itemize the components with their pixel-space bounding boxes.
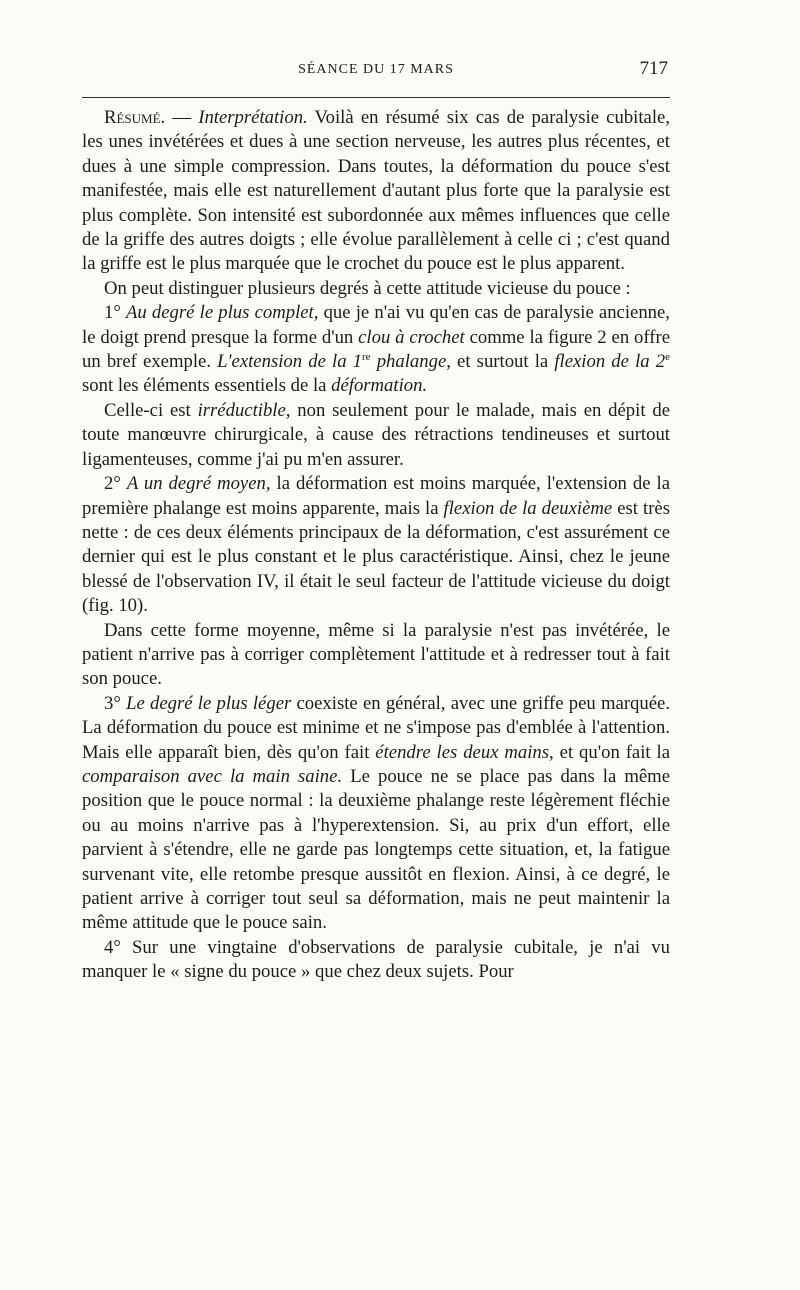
paragraph [82, 301, 670, 399]
paragraph [82, 619, 670, 692]
paragraph [82, 936, 670, 985]
text-segment: e [665, 350, 670, 363]
text-segment: comme la figure 2 en offre un bref exemple. [82, 326, 670, 373]
text-segment: déformation. [331, 375, 428, 397]
text-segment: Le degré le plus léger [126, 692, 292, 714]
text-segment: A un degré moyen, [126, 473, 271, 495]
text-segment: irréductible, [197, 399, 291, 421]
text-segment: que je n'ai vu qu'en cas de paralysie ancienne, le doigt prend presque la forme d'un [82, 302, 670, 348]
text-segment: étendre les deux mains, [375, 741, 554, 763]
paragraph [82, 692, 670, 936]
paragraph [82, 277, 670, 301]
page-number: 717 [639, 58, 668, 79]
text-segment: Celle-ci est [104, 399, 198, 421]
page-header [82, 58, 670, 88]
body-text [82, 106, 670, 985]
text-segment: flexion de la deuxième [443, 497, 613, 519]
text-segment: comparaison avec la main saine. [82, 765, 343, 787]
paragraph [82, 472, 670, 618]
text-segment: 2° [104, 473, 127, 495]
text-segment: — [165, 107, 199, 128]
text-segment: Au degré le plus complet, [125, 302, 319, 324]
text-segment: re [362, 350, 371, 363]
text-segment: la déformation est moins marquée, l'extension de la première phalange est moins apparente, mais la [82, 473, 670, 519]
header-rule [82, 97, 670, 98]
text-segment: Interprétation. [198, 107, 308, 128]
text-segment: Dans cette forme moyenne, même si la paralysie n'est pas invétérée, le patient n'arrive pas à corriger complètement l'attitude et à redresser tout à fait son pouce. [82, 619, 670, 690]
text-segment: Voilà en résumé six cas de paralysie cubitale, les unes invétérées et dues à une section nerveuse, les autres plus récentes, et dues à une simple compression. Dans toutes, la déformation du pouce s'est manifestée, mais elle est naturellement d'autant plus forte que la paralysie est plus complète. Son intensité est subordonnée aux mêmes influences que celle de la griffe des autres doigts ; elle évolue parallèlement à celle ci ; c'est quand la griffe est le plus marquée que le crochet du pouce est le plus apparent. [82, 107, 670, 275]
text-segment: flexion de la 2 [554, 351, 666, 373]
text-segment: phalange, [370, 351, 451, 373]
text-segment: 4° Sur une vingtaine d'observations de paralysie cubitale, je n'ai vu manquer le « signe du pouce » que chez deux sujets. Pour [82, 936, 670, 983]
running-title: SÉANCE DU 17 MARS [298, 62, 454, 77]
text-segment: 3° [104, 692, 127, 714]
text-segment: On peut distinguer plusieurs degrés à cette attitude vicieuse du pouce : [104, 277, 631, 299]
text-segment: est très nette : de ces deux éléments principaux de la déformation, c'est assurément ce dernier qui est le plus constant et le plus caractéristique. Ainsi, chez le jeune blessé de l'observation IV, il était le seul facteur de l'attitude vicieuse du doigt (fig. 10). [82, 497, 670, 617]
paragraph [82, 106, 670, 277]
text-segment: et surtout la [450, 351, 555, 373]
text-segment: Résumé. [104, 107, 166, 128]
text-segment: 1° [104, 302, 126, 324]
paragraph [82, 399, 670, 472]
text-segment: coexiste en général, avec une griffe peu marquée. La déformation du pouce est minime et ne s'impose pas d'emblée à l'attention. Mais elle apparaît bien, dès qu'on fait [82, 692, 670, 763]
text-segment: et qu'on fait la [553, 741, 670, 763]
text-segment: L'extension de la 1 [217, 351, 363, 373]
text-segment: non seulement pour le malade, mais en dépit de toute manœuvre chirurgicale, à cause des rétractions tendineuses et surtout ligamenteuses, comme j'ai pu m'en assurer. [82, 399, 670, 470]
text-segment: Le pouce ne se place pas dans la même position que le pouce normal : la deuxième phalange reste légèrement fléchie ou au moins n'arrive pas à l'hyperextension. Si, au prix d'un effort, elle parvient à s'étendre, elle ne garde pas longtemps cette situation, et, la fatigue survenant vite, elle retombe presque aussitôt en flexion. Ainsi, à ce degré, le patient arrive à corriger tout seul sa déformation, mais ne peut maintenir la même attitude que le pouce sain. [82, 765, 670, 934]
text-segment: sont les éléments essentiels de la [82, 375, 332, 397]
text-segment: clou à crochet [358, 326, 465, 348]
